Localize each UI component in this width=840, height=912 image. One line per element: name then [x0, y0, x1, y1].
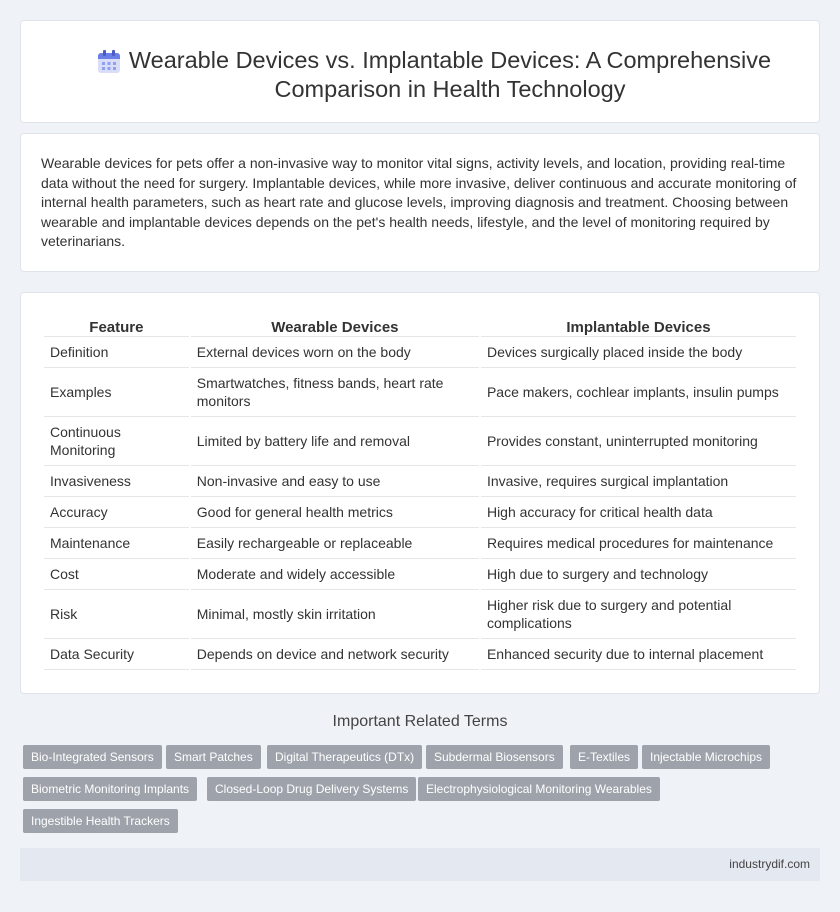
- related-term-tag[interactable]: Closed-Loop Drug Delivery Systems: [207, 777, 416, 801]
- table-header-row: [44, 317, 796, 337]
- table-row: [44, 528, 796, 559]
- footer-site-link[interactable]: industrydif.com: [729, 857, 810, 871]
- table-row: [44, 590, 796, 639]
- feature-cell: Risk: [44, 590, 189, 639]
- feature-cell: Definition: [44, 337, 189, 368]
- table-row: [44, 368, 796, 417]
- implantable-cell: Invasive, requires surgical implantation: [481, 466, 796, 497]
- feature-cell: Data Security: [44, 639, 189, 670]
- intro-card: [20, 133, 820, 272]
- implantable-cell: High due to surgery and technology: [481, 559, 796, 590]
- implantable-cell: Provides constant, uninterrupted monitoring: [481, 417, 796, 466]
- related-term-tag[interactable]: Digital Therapeutics (DTx): [267, 745, 422, 769]
- related-term-tag[interactable]: Bio-Integrated Sensors: [23, 745, 162, 769]
- footer: [20, 848, 820, 881]
- wearable-cell: Moderate and widely accessible: [191, 559, 479, 590]
- implantable-cell: High accuracy for critical health data: [481, 497, 796, 528]
- implantable-cell: Requires medical procedures for maintenance: [481, 528, 796, 559]
- wearable-cell: Smartwatches, fitness bands, heart rate monitors: [191, 368, 479, 417]
- wearable-cell: Minimal, mostly skin irritation: [191, 590, 479, 639]
- header-wearable: Wearable Devices: [191, 317, 479, 337]
- related-term-tag[interactable]: Subdermal Biosensors: [426, 745, 563, 769]
- table-row: [44, 639, 796, 670]
- related-term-tag[interactable]: E-Textiles: [570, 745, 638, 769]
- table-row: [44, 466, 796, 497]
- feature-cell: Invasiveness: [44, 466, 189, 497]
- feature-cell: Examples: [44, 368, 189, 417]
- related-term-tag[interactable]: Ingestible Health Trackers: [23, 809, 178, 833]
- wearable-cell: Non-invasive and easy to use: [191, 466, 479, 497]
- implantable-cell: Pace makers, cochlear implants, insulin pumps: [481, 368, 796, 417]
- table-row: [44, 497, 796, 528]
- comparison-table: [42, 317, 798, 670]
- title-card: [20, 20, 820, 123]
- header-feature: Feature: [44, 317, 189, 337]
- wearable-cell: Good for general health metrics: [191, 497, 479, 528]
- feature-cell: Cost: [44, 559, 189, 590]
- feature-cell: Accuracy: [44, 497, 189, 528]
- related-term-tag[interactable]: Electrophysiological Monitoring Wearables: [418, 777, 660, 801]
- table-row: [44, 417, 796, 466]
- implantable-cell: Enhanced security due to internal placement: [481, 639, 796, 670]
- wearable-cell: Easily rechargeable or replaceable: [191, 528, 479, 559]
- page-title: Wearable Devices vs. Implantable Devices: A Comprehensive Comparison in Health Technology: [128, 47, 772, 102]
- implantable-cell: Devices surgically placed inside the body: [481, 337, 796, 368]
- wearable-cell: Limited by battery life and removal: [191, 417, 479, 466]
- wearable-cell: External devices worn on the body: [191, 337, 479, 368]
- related-term-tag[interactable]: Injectable Microchips: [642, 745, 770, 769]
- implantable-cell: Higher risk due to surgery and potential complications: [481, 590, 796, 639]
- related-term-tag[interactable]: Biometric Monitoring Implants: [23, 777, 197, 801]
- table-row: [44, 337, 796, 368]
- header-implantable: Implantable Devices: [481, 317, 796, 337]
- intro-paragraph: Wearable devices for pets offer a non-invasive way to monitor vital signs, activity levels, and location, providing real-time data without the need for surgery. Implantable devices, while more invasive, deliver continuous and accurate monitoring of internal health parameters, such as heart rate and glucose levels, improving diagnosis and treatment. Choosing between wearable and implantable devices depends on the pet's health needs, lifestyle, and the level of monitoring required by veterinarians.: [41, 155, 797, 249]
- feature-cell: Maintenance: [44, 528, 189, 559]
- comparison-card: [20, 292, 820, 694]
- table-row: [44, 559, 796, 590]
- wearable-cell: Depends on device and network security: [191, 639, 479, 670]
- feature-cell: Continuous Monitoring: [44, 417, 189, 466]
- related-terms-title: Important Related Terms: [332, 713, 508, 730]
- related-term-tag[interactable]: Smart Patches: [166, 745, 261, 769]
